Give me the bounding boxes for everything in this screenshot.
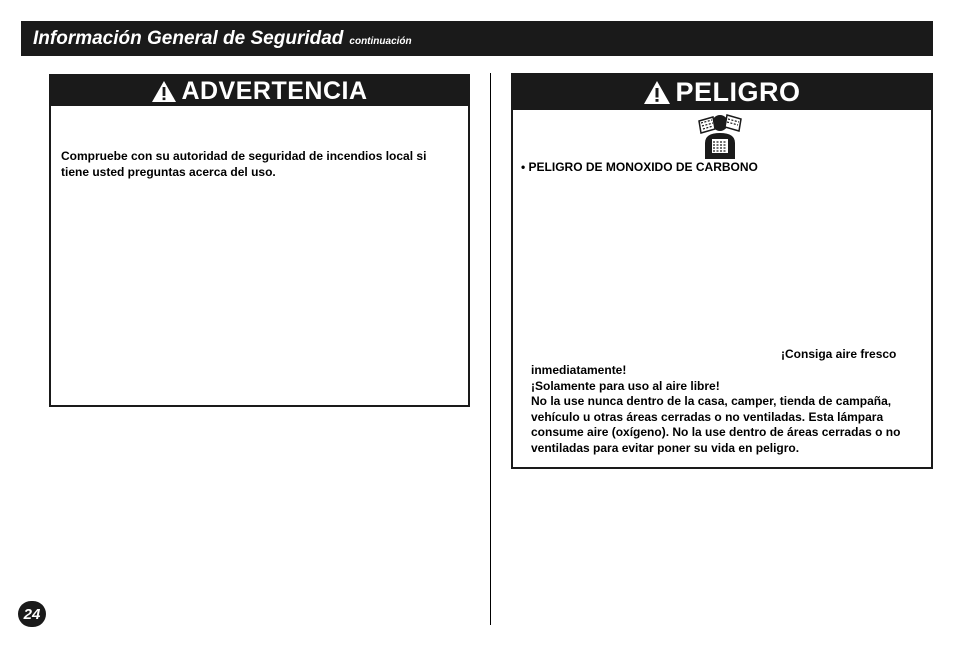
danger-heading: PELIGRO — [675, 77, 801, 107]
co-danger-bullet: • PELIGRO DE MONOXIDO DE CARBONO — [521, 160, 758, 174]
warning-triangle-icon — [643, 80, 671, 105]
danger-banner — [513, 75, 931, 110]
page-number-badge — [18, 601, 46, 627]
section-title: Información General de Seguridad — [33, 27, 344, 49]
warning-triangle-icon — [151, 80, 177, 103]
warning-text: Compruebe con su autoridad de seguridad de incendios local si tiene usted preguntas acerca del uso. — [61, 149, 427, 179]
column-divider — [490, 73, 491, 625]
danger-paragraph — [531, 363, 926, 456]
warning-box — [49, 74, 470, 407]
fresh-air-continuation: inmediatamente! — [531, 363, 627, 377]
carbon-monoxide-hazard-icon — [697, 113, 743, 164]
outdoor-only-text: ¡Solamente para uso al aire libre! — [531, 378, 720, 393]
warning-heading: ADVERTENCIA — [181, 76, 368, 105]
danger-body-text: No la use nunca dentro de la casa, camper, tienda de campaña, vehículo u otras áreas cerradas o no ventiladas. Esta lámpara consume aire (oxígeno). No la use dentro de áreas cerradas o no ventiladas para evitar poner su vida en peligro. — [531, 394, 901, 455]
fresh-air-text: ¡Consiga aire fresco — [781, 347, 897, 361]
warning-banner — [51, 76, 468, 106]
danger-box — [511, 73, 933, 469]
page-number: 24 — [23, 605, 41, 623]
section-subtitle: continuación — [349, 36, 412, 47]
section-header — [21, 21, 933, 56]
